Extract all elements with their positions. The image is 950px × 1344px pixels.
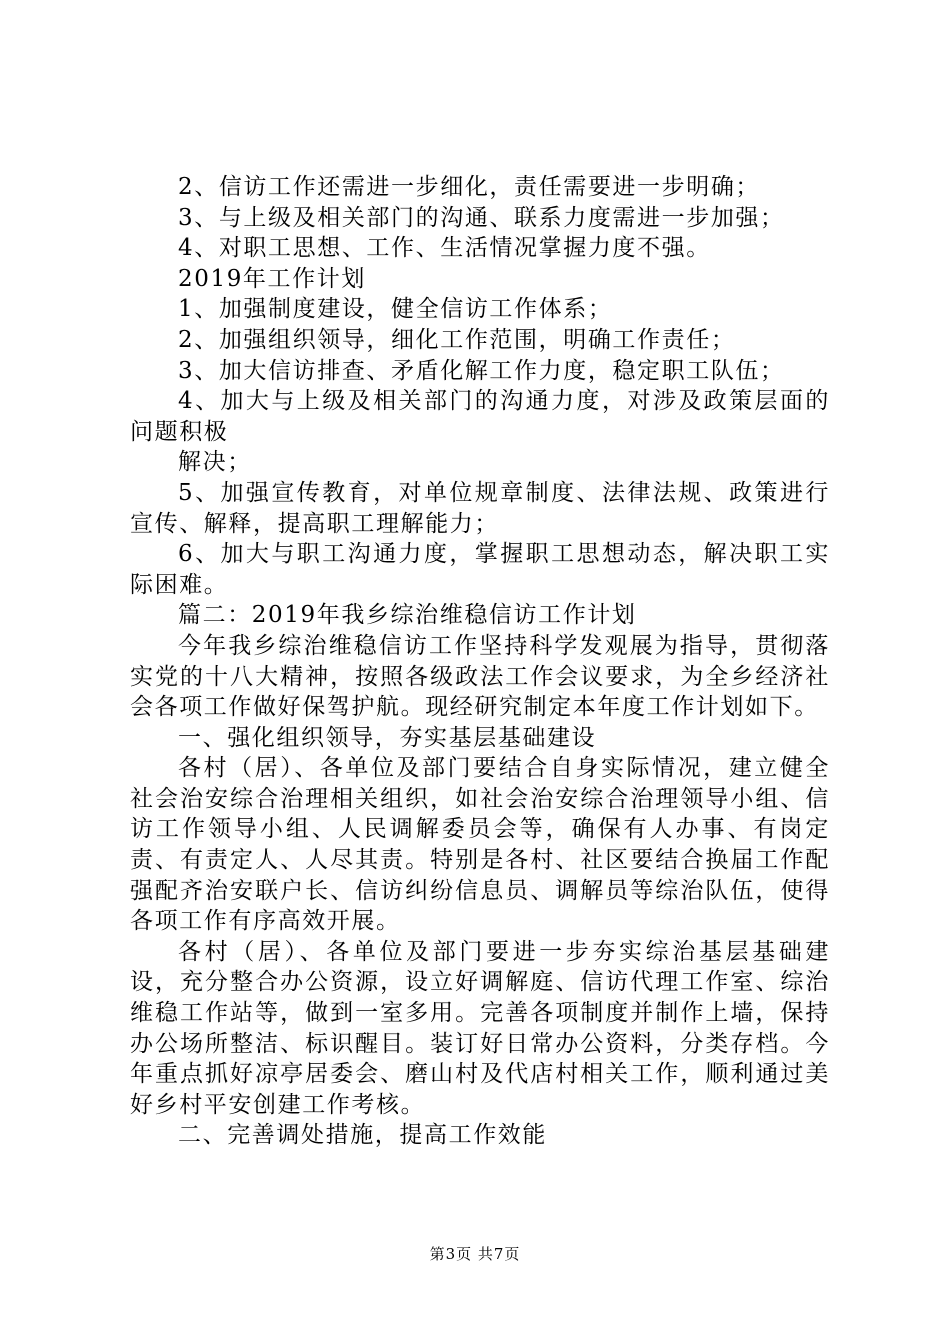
paragraph: 解决； xyxy=(178,449,252,476)
paragraph: 各村（居）、各单位及部门要结合自身实际情况，建立健全社会治安综合治理相关组织，如社会治安综合治理领导小组、信访工作领导小组、人民调解委员会等，确保有人办事、有岗定责、有责定人、人尽其责。特别是各村、社区要结合换届工作配强配齐治安联户长、信访纠纷信息员、调解员等综治队伍，使得各项工作有序高效开展。 xyxy=(130,755,830,935)
paragraph: 4、对职工思想、工作、生活情况掌握力度不强。 xyxy=(178,235,711,262)
paragraph: 3、与上级及相关部门的沟通、联系力度需进一步加强； xyxy=(178,204,785,231)
section-heading: 篇二：2019年我乡综治维稳信访工作计划 xyxy=(178,602,637,629)
section-heading: 二、完善调处措施，提高工作效能 xyxy=(178,1122,547,1149)
paragraph: 2、信访工作还需进一步细化，责任需要进一步明确； xyxy=(178,174,761,200)
section-heading: 2019年工作计划 xyxy=(178,265,366,292)
paragraph: 3、加大信访排查、矛盾化解工作力度，稳定职工队伍； xyxy=(178,357,785,384)
paragraph: 5、加强宣传教育，对单位规章制度、法律法规、政策进行宣传、解释，提高职工理解能力； xyxy=(130,479,830,537)
section-heading: 一、强化组织领导，夯实基层基础建设 xyxy=(178,724,597,751)
page-footer: 第3页 共7页 xyxy=(429,1245,521,1263)
paragraph: 6、加大与职工沟通力度，掌握职工思想动态，解决职工实际困难。 xyxy=(130,541,830,598)
paragraph: 4、加大与上级及相关部门的沟通力度，对涉及政策层面的问题积极 xyxy=(130,388,830,445)
paragraph: 今年我乡综治维稳信访工作坚持科学发观展为指导，贯彻落实党的十八大精神，按照各级政法工作会议要求，为全乡经济社会各项工作做好保驾护航。现经研究制定本年度工作计划如下。 xyxy=(130,632,830,721)
document-body xyxy=(130,172,830,1151)
paragraph: 1、加强制度建设，健全信访工作体系； xyxy=(178,296,613,323)
paragraph: 2、加强组织领导，细化工作范围，明确工作责任； xyxy=(178,326,736,353)
paragraph: 各村（居）、各单位及部门要进一步夯实综治基层基础建设，充分整合办公资源，设立好调解庭、信访代理工作室、综治维稳工作站等，做到一室多用。完善各项制度并制作上墙，保持办公场所整洁、标识醒目。装订好日常办公资料，分类存档。今年重点抓好凉亭居委会、磨山村及代店村相关工作，顺利通过美好乡村平安创建工作考核。 xyxy=(130,938,830,1118)
